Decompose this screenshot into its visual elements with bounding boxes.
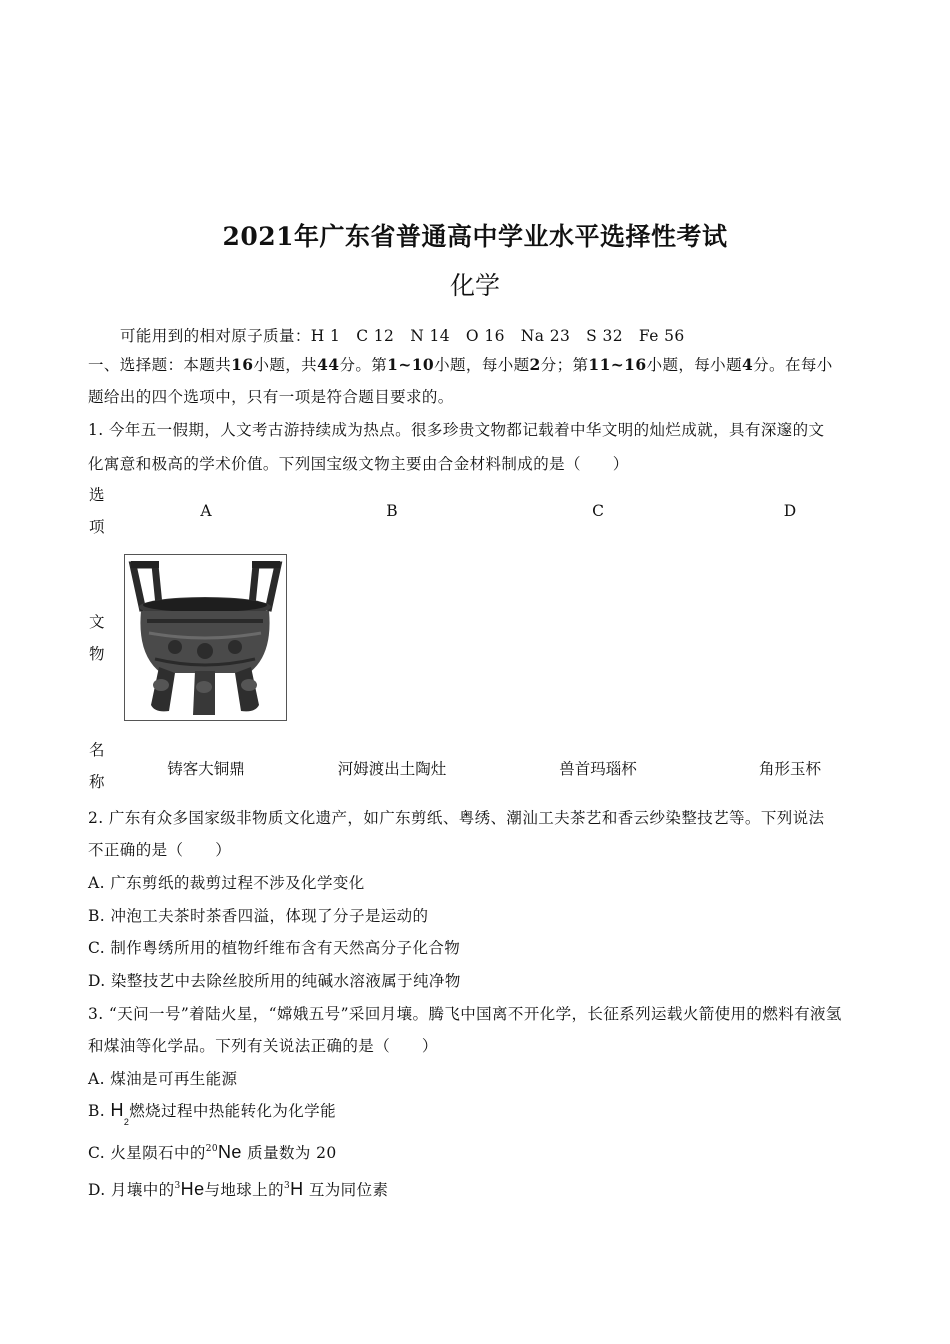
exam-subject: 化学: [449, 271, 500, 300]
q3-stem-line2: 和煤油等化学品。下列有关说法正确的是（ ）: [88, 1037, 438, 1055]
section-instructions-line2: 题给出的四个选项中，只有一项是符合题目要求的。: [88, 388, 454, 406]
q1-stem-line1: 1. 今年五一假期，人文考古游持续成为热点。很多珍贵文物都记载着中华文明的灿烂成就，具有深邃的文: [88, 421, 825, 439]
q2-stem-line2: 不正确的是（ ）: [88, 841, 232, 859]
q1-name-a: 铸客大铜鼎: [167, 760, 245, 778]
q2-option-b: B. 冲泡工夫茶时茶香四溢，体现了分子是运动的: [88, 907, 429, 925]
q2-option-c: C. 制作粤绣所用的植物纤维布含有天然高分子化合物: [88, 939, 461, 957]
q3-option-d: D. 月壤中的$^3$He与地球上的$^3$H 互为同位素: [88, 1179, 389, 1199]
q2-option-d: D. 染整技艺中去除丝胶所用的纯碱水溶液属于纯净物: [88, 972, 461, 990]
q1-stem-line2: 化寓意和极高的学术价值。下列国宝级文物主要由合金材料制成的是（ ）: [88, 455, 629, 473]
bronze-ding-drawing: [125, 555, 286, 720]
section-instructions: 一、选择题：本题共16小题，共44分。第1~10小题，每小题2分；第11~16小题，每小题4分。在每小: [88, 355, 833, 374]
q1-option-a: A: [200, 502, 212, 520]
q1-row-label-name: 名 称: [89, 741, 105, 791]
q1-option-c: C: [592, 502, 604, 520]
atomic-mass-line: 可能用到的相对原子质量：H 1 C 12 N 14 O 16 Na 23 S 32 Fe 56: [120, 327, 685, 345]
exam-title: 2021年广东省普通高中学业水平选择性考试: [222, 222, 728, 251]
bronze-ding-image: [124, 554, 287, 721]
q2-option-a: A. 广东剪纸的裁剪过程不涉及化学变化: [88, 874, 365, 892]
q3-option-c: C. 火星陨石中的$^{20}$Ne 质量数为 20: [88, 1142, 337, 1162]
q1-option-d: D: [783, 502, 797, 520]
q2-stem-line1: 2. 广东有众多国家级非物质文化遗产，如广东剪纸、粤绣、潮汕工夫茶艺和香云纱染整技艺等。下列说法: [88, 809, 825, 827]
q1-name-c: 兽首玛瑙杯: [559, 760, 637, 778]
q1-option-b: B: [386, 502, 398, 520]
q3-option-b: B. $H_2$燃烧过程中热能转化为化学能: [88, 1100, 336, 1127]
q3-option-a: A. 煤油是可再生能源: [88, 1070, 238, 1088]
q1-row-label-relic: 文 物: [89, 613, 105, 663]
q1-row-label-option: 选 项: [89, 486, 105, 536]
h2-formula: $H_2$: [110, 1100, 130, 1127]
q1-name-b: 河姆渡出土陶灶: [337, 760, 447, 778]
q3-stem-line1: 3. “天问一号”着陆火星，“嫦娥五号”采回月壤。腾飞中国离不开化学，长征系列运载火箭使用的燃料有液氢: [88, 1005, 842, 1023]
q1-name-d: 角形玉杯: [758, 760, 821, 778]
